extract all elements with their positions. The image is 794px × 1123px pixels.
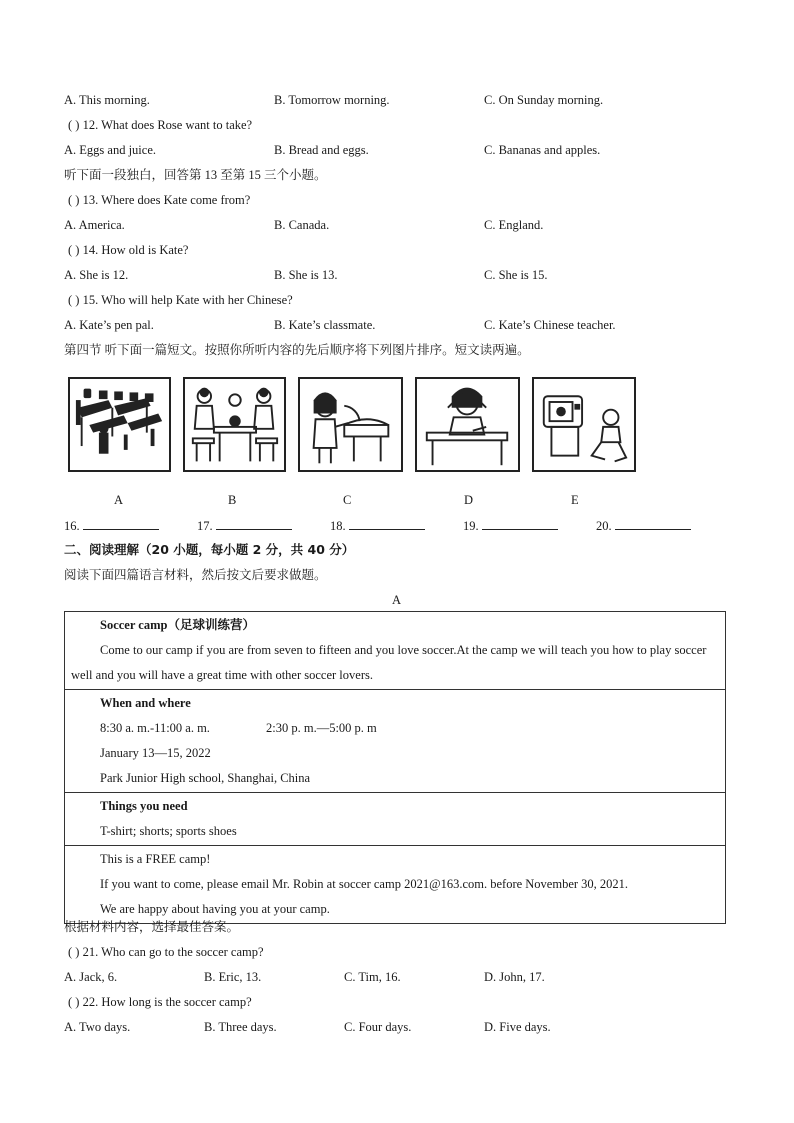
answer-19-blank[interactable]: [482, 517, 558, 530]
time-afternoon: 2:30 p. m.—5:00 p. m: [266, 721, 377, 735]
answer-18: 18.: [330, 517, 425, 534]
boy-watching-tv-icon: [532, 377, 636, 472]
camp-place: Park Junior High school, Shanghai, China: [100, 771, 311, 785]
things-cell: [65, 793, 726, 846]
picture-label-e: E: [571, 493, 579, 507]
camp-dates: January 13—15, 2022: [100, 746, 211, 760]
picture-label-c: C: [343, 493, 352, 507]
q21-stem: ( ) 21. Who can go to the soccer camp?: [68, 945, 264, 959]
q12-option-c: C. Bananas and apples.: [484, 143, 601, 157]
classroom-desks-icon: [68, 377, 171, 472]
q22-stem: ( ) 22. How long is the soccer camp?: [68, 995, 252, 1009]
happy-note: We are happy about having you at your camp.: [100, 902, 330, 916]
family-meal-icon: [183, 377, 286, 472]
q12-stem: ( ) 12. What does Rose want to take?: [68, 118, 253, 132]
part-2-title: 二、阅读理解（20 小题，每小题 2 分，共 40 分）: [64, 542, 355, 557]
q15-option-a: A. Kate’s pen pal.: [64, 318, 154, 332]
email-note: If you want to come, please email Mr. Robin at soccer camp 2021@163.com. before November 30, 2021.: [100, 877, 629, 891]
contact-cell: [65, 846, 726, 924]
q21-option-b: B. Eric, 13.: [204, 970, 262, 984]
answer-17: 17.: [197, 517, 292, 534]
q22-option-d: D. Five days.: [484, 1020, 551, 1034]
q12-option-b: B. Bread and eggs.: [274, 143, 369, 157]
q22-option-c: C. Four days.: [344, 1020, 412, 1034]
q13-option-b: B. Canada.: [274, 218, 330, 232]
q15-option-c: C. Kate’s Chinese teacher.: [484, 318, 616, 332]
q14-stem: ( ) 14. How old is Kate?: [68, 243, 189, 257]
q21-option-d: D. John, 17.: [484, 970, 545, 984]
q13-stem: ( ) 13. Where does Kate come from?: [68, 193, 251, 207]
things-title: Things you need: [100, 799, 188, 813]
picture-label-a: A: [114, 493, 124, 507]
time-morning: 8:30 a. m.-11:00 a. m.: [100, 721, 210, 735]
answer-16: 16.: [64, 517, 159, 534]
soccer-camp-card: [64, 611, 726, 924]
q11-option-b: B. Tomorrow morning.: [274, 93, 390, 107]
instruction-13-15: 听下面一段独白，回答第 13 至第 15 三个小题。: [64, 168, 327, 182]
q14-option-a: A. She is 12.: [64, 268, 129, 282]
answer-20-blank[interactable]: [615, 517, 691, 530]
answer-20: 20.: [596, 517, 691, 534]
q22-option-a: A. Two days.: [64, 1020, 131, 1034]
q21-option-a: A. Jack, 6.: [64, 970, 118, 984]
q13-option-a: A. America.: [64, 218, 125, 232]
q11-option-c: C. On Sunday morning.: [484, 93, 604, 107]
choose-instruction: 根据材料内容，选择最佳答案。: [64, 920, 240, 934]
free-camp-note: This is a FREE camp!: [100, 852, 211, 866]
q14-option-b: B. She is 13.: [274, 268, 338, 282]
q13-option-c: C. England.: [484, 218, 544, 232]
camp-title: Soccer camp（足球训练营）: [100, 618, 255, 632]
section-4-instruction: 第四节 听下面一篇短文。按照你所听内容的先后顺序将下列图片排序。短文读两遍。: [64, 343, 530, 357]
answer-19: 19.: [463, 517, 558, 534]
q15-option-b: B. Kate’s classmate.: [274, 318, 376, 332]
answer-18-blank[interactable]: [349, 517, 425, 530]
picture-label-d: D: [464, 493, 474, 507]
when-where-cell: [65, 690, 726, 793]
girl-writing-icon: [415, 377, 520, 472]
q14-option-c: C. She is 15.: [484, 268, 548, 282]
answer-16-blank[interactable]: [83, 517, 159, 530]
camp-intro: Come to our camp if you are from seven to fifteen and you love soccer.At the camp we will teach you how to play soccer well and you will have a great time with other soccer lovers.: [71, 643, 707, 682]
q21-option-c: C. Tim, 16.: [344, 970, 401, 984]
girl-with-cake-icon: [298, 377, 403, 472]
when-where-title: When and where: [100, 696, 191, 710]
q15-stem: ( ) 15. Who will help Kate with her Chinese?: [68, 293, 293, 307]
q22-option-b: B. Three days.: [204, 1020, 277, 1034]
camp-intro-cell: [65, 612, 726, 690]
q12-option-a: A. Eggs and juice.: [64, 143, 156, 157]
picture-label-b: B: [228, 493, 237, 507]
part-2-instruction: 阅读下面四篇语言材料，然后按文后要求做题。: [64, 568, 327, 582]
answer-17-blank[interactable]: [216, 517, 292, 530]
passage-label: A: [392, 593, 402, 607]
things-list: T-shirt; shorts; sports shoes: [100, 824, 237, 838]
q11-option-a: A. This morning.: [64, 93, 150, 107]
